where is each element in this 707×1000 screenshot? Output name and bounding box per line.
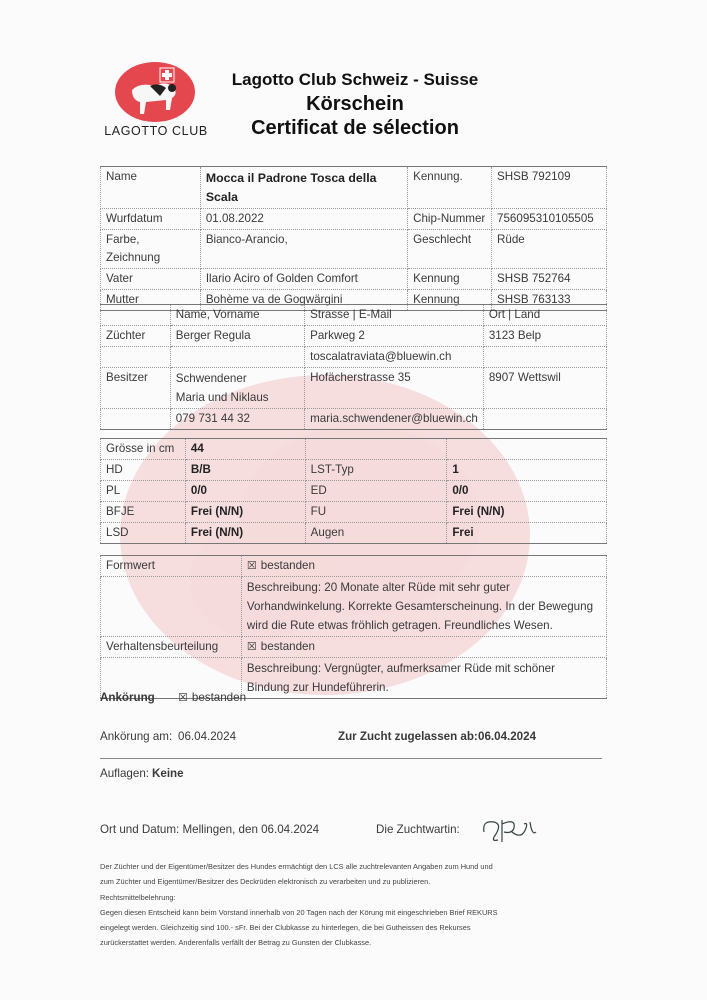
empty-cell <box>101 347 171 368</box>
mutter-value: Bohème va de Gogwärgini <box>200 290 407 311</box>
table-row <box>101 502 607 523</box>
club-name: Lagotto Club Schweiz - Suisse <box>231 70 479 89</box>
table-row <box>101 347 607 368</box>
col-address-header: Strasse | E-Mail <box>305 305 484 326</box>
name-label: Name <box>101 167 201 209</box>
breeder-label: Züchter <box>101 326 171 347</box>
mutter-kennung-value: SHSB 763133 <box>492 290 607 311</box>
table-row <box>101 269 607 290</box>
fu-label: FU <box>305 502 447 523</box>
footer-legal <box>100 859 600 951</box>
vater-label: Vater <box>101 269 201 290</box>
chip-label: Chip-Nummer <box>408 209 492 230</box>
lsd-label: LSD <box>101 523 186 544</box>
footer-line: Rechtsmittelbelehrung: <box>100 892 176 902</box>
vater-kennung-value: SHSB 752764 <box>492 269 607 290</box>
footer-line: Gegen diesen Entscheid kann beim Vorstand innerhalb von 20 Tagen nach der Körung mit eingeschrieben Brief REKURS <box>100 907 498 917</box>
table-row <box>101 556 607 577</box>
breeder-name: Berger Regula <box>170 326 304 347</box>
footer-line: Der Züchter und der Eigentümer/Besitzer des Hundes ermächtigt den LCS alle zuchtrelevanten Angaben zum Hund und <box>100 862 493 871</box>
table-row <box>101 368 607 409</box>
vater-kennung-label: Kennung <box>408 269 492 290</box>
fu-value: Frei (N/N) <box>447 502 607 523</box>
formwert-status: bestanden <box>260 559 315 572</box>
lsd-value: Frei (N/N) <box>185 523 305 544</box>
owner-name-1: Schwendener <box>175 372 247 385</box>
formwert-desc-line: Beschreibung: 20 Monate alter Rüde mit sehr guter <box>246 581 510 594</box>
mutter-kennung-label: Kennung <box>408 290 492 311</box>
verhalten-desc-line: Beschreibung: Vergnügter, aufmerksamer Rüde mit schöner <box>246 662 555 675</box>
hd-value: B/B <box>185 460 305 481</box>
title-fr: Certificat de sélection <box>251 117 459 139</box>
farbe-value: Bianco-Arancio, <box>200 230 407 269</box>
zucht-label: Zur Zucht zugelassen ab: <box>338 730 478 743</box>
health-table <box>100 438 607 544</box>
empty-cell <box>483 347 606 368</box>
ed-value: 0/0 <box>447 481 607 502</box>
breeder-street: Parkweg 2 <box>305 326 484 347</box>
ankoerung-am-value: 06.04.2024 <box>178 730 237 743</box>
empty-cell <box>305 439 447 460</box>
wurfdatum-value: 01.08.2022 <box>200 209 407 230</box>
evaluation-table <box>100 555 607 699</box>
chip-value: 756095310105505 <box>492 209 607 230</box>
verhalten-status-cell <box>241 637 606 658</box>
verhalten-description <box>241 658 606 699</box>
auflagen-value: Keine <box>152 767 184 780</box>
table-row <box>101 230 607 269</box>
verhalten-desc-line: Bindung zur Hundeführerin. <box>246 681 389 694</box>
ankoerung-label: Ankörung <box>100 691 155 704</box>
dog-name: Mocca il Padrone Tosca della Scala <box>200 167 407 209</box>
empty-cell <box>170 347 304 368</box>
table-row <box>101 658 607 699</box>
table-row <box>101 209 607 230</box>
formwert-description <box>241 577 606 637</box>
divider <box>100 758 602 759</box>
empty-cell <box>447 439 607 460</box>
augen-value: Frei <box>447 523 607 544</box>
title-de: Körschein <box>306 93 404 115</box>
zuchtwartin-label: Die Zuchtwartin: <box>376 823 460 836</box>
table-row <box>101 326 607 347</box>
kennung-value: SHSB 792109 <box>492 167 607 209</box>
signature-icon <box>476 814 546 848</box>
checkbox-checked-icon: ☒ <box>246 560 257 572</box>
formwert-label: Formwert <box>101 556 242 577</box>
size-label: Grösse in cm <box>101 439 186 460</box>
checkbox-checked-icon: ☒ <box>178 692 188 704</box>
geschlecht-value: Rüde <box>492 230 607 269</box>
owner-place: 8907 Wettswil <box>483 368 606 409</box>
table-row <box>101 460 607 481</box>
table-row <box>101 167 607 209</box>
persons-table <box>100 304 607 430</box>
table-row <box>101 305 607 326</box>
table-row <box>101 637 607 658</box>
auflagen-label: Auflagen: <box>100 767 149 780</box>
bfje-label: BFJE <box>101 502 186 523</box>
empty-cell <box>101 409 171 430</box>
ed-label: ED <box>305 481 447 502</box>
ankoerung-status: bestanden <box>191 691 247 704</box>
formwert-desc-line: wird die Rute etwas fröhlich getragen. Freundliches Wesen. <box>246 619 553 632</box>
empty-cell <box>101 577 242 637</box>
dog-table <box>100 166 607 311</box>
size-value: 44 <box>185 439 305 460</box>
breeder-email: toscalatraviata@bluewin.ch <box>305 347 484 368</box>
vater-value: Ilario Aciro of Golden Comfort <box>200 269 407 290</box>
empty-cell <box>101 305 171 326</box>
owner-name-2: Maria und Niklaus <box>175 391 269 404</box>
table-row <box>101 481 607 502</box>
verhalten-label: Verhaltensbeurteilung <box>101 637 242 658</box>
table-row <box>101 439 607 460</box>
checkbox-checked-icon: ☒ <box>246 641 257 653</box>
augen-label: Augen <box>305 523 447 544</box>
bfje-value: Frei (N/N) <box>185 502 305 523</box>
empty-cell <box>483 409 606 430</box>
lst-value: 1 <box>447 460 607 481</box>
geschlecht-label: Geschlecht <box>408 230 492 269</box>
owner-email: maria.schwendener@bluewin.ch <box>305 409 484 430</box>
logo-text: LAGOTTO CLUB <box>104 124 208 138</box>
hd-label: HD <box>101 460 186 481</box>
footer-line: zum Züchter und Eigentümer/Besitzer des Deckrüden elektronisch zu verarbeiten und zu publizieren. <box>100 877 431 887</box>
table-row <box>101 409 607 430</box>
table-row <box>101 577 607 637</box>
kennung-label: Kennung. <box>408 167 492 209</box>
farbe-label: Farbe, Zeichnung <box>101 230 201 269</box>
col-name-header: Name, Vorname <box>170 305 304 326</box>
footer-line: eingelegt werden. Gleichzeitig sind 100.- sFr. Bei der Clubkasse zu hinterlegen, die bei Gutheissen des Rekurses <box>100 923 471 933</box>
ort-datum: Ort und Datum: Mellingen, den 06.04.2024 <box>100 823 320 836</box>
breeder-place: 3123 Belp <box>483 326 606 347</box>
wurfdatum-label: Wurfdatum <box>101 209 201 230</box>
owner-label: Besitzer <box>101 368 171 409</box>
formwert-status-cell <box>241 556 606 577</box>
footer-line: zurückerstattet werden. Anderenfalls verfällt der Betrag zu Gunsten der Clubkasse. <box>100 938 372 948</box>
formwert-desc-line: Vorhandwinkelung. Korrekte Gesamterscheinung. In der Bewegung <box>246 600 594 613</box>
col-place-header: Ort | Land <box>483 305 606 326</box>
pl-value: 0/0 <box>185 481 305 502</box>
owner-name-cell <box>170 368 304 409</box>
owner-street: Hofächerstrasse 35 <box>305 368 484 409</box>
pl-label: PL <box>101 481 186 502</box>
ankoerung-am-label: Ankörung am: <box>100 730 173 743</box>
zucht-value: 06.04.2024 <box>478 730 537 743</box>
mutter-label: Mutter <box>101 290 201 311</box>
verhalten-status: bestanden <box>260 640 315 653</box>
table-row <box>101 523 607 544</box>
ankoerung-status-cell <box>178 691 246 704</box>
lst-label: LST-Typ <box>305 460 447 481</box>
owner-phone: 079 731 44 32 <box>170 409 304 430</box>
